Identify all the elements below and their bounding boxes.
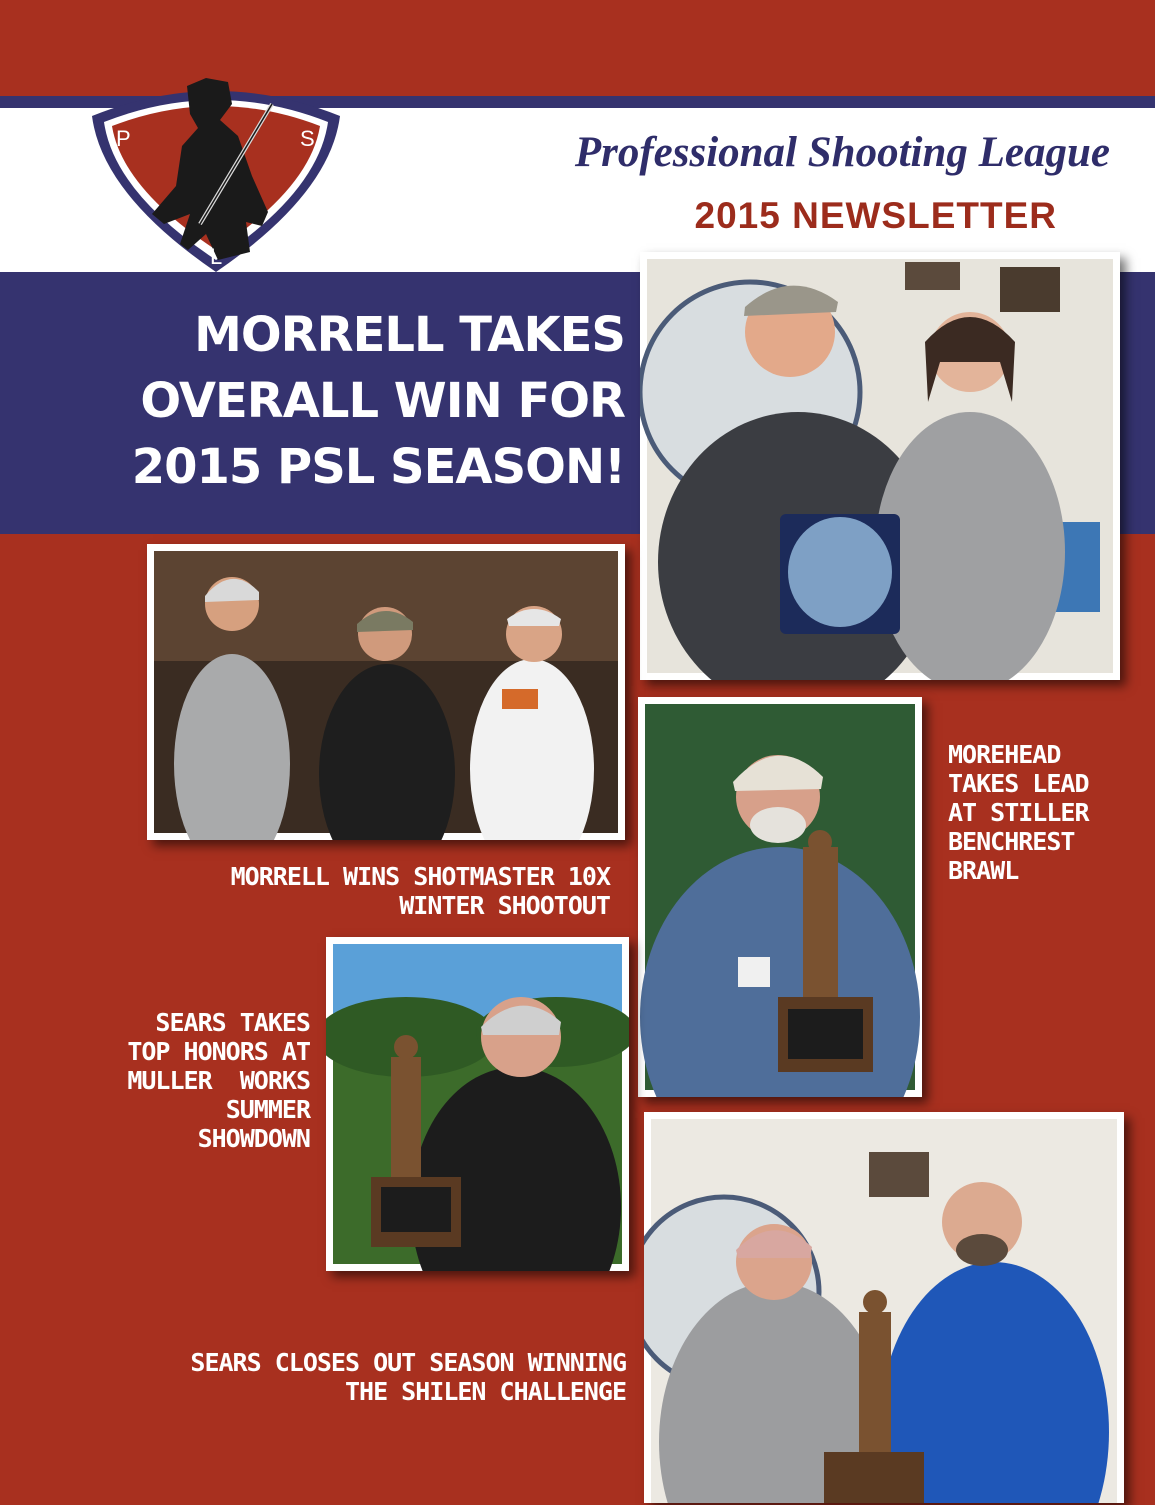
photo-sears-shilen	[644, 1112, 1124, 1503]
newsletter-title: Professional Shooting League	[574, 129, 1110, 176]
photo-shotmaster	[147, 544, 625, 840]
logo-letter-p: P	[116, 126, 131, 151]
caption-sears-muller-line-2: TOP HONORS AT	[127, 1037, 310, 1066]
caption-sears-muller-line-5: SHOWDOWN	[197, 1124, 310, 1153]
caption-morehead-line-2: TAKES LEAD	[948, 769, 1089, 798]
caption-morehead	[948, 740, 1148, 885]
caption-morehead-line-1: MOREHEAD	[948, 740, 1061, 769]
headline-line-1: MORRELL TAKES	[194, 307, 625, 363]
caption-shotmaster-line-2: WINTER SHOOTOUT	[399, 891, 610, 920]
photo-morehead	[638, 697, 922, 1097]
caption-morehead-line-3: AT STILLER	[948, 798, 1089, 827]
caption-shotmaster-line-1: MORRELL WINS SHOTMASTER 10X	[230, 862, 610, 891]
caption-sears-muller-line-3: MULLER WORKS	[127, 1066, 310, 1095]
caption-morehead-line-4: BENCHREST	[948, 827, 1075, 856]
photo-sears-muller	[326, 937, 629, 1271]
newsletter-subtitle: 2015 NEWSLETTER	[694, 195, 1057, 236]
caption-sears-shilen-line-1: SEARS CLOSES OUT SEASON WINNING	[190, 1348, 626, 1377]
caption-sears-muller-line-1: SEARS TAKES	[155, 1008, 310, 1037]
caption-sears-muller	[90, 1008, 310, 1153]
photo-overall-win	[640, 252, 1120, 680]
psl-logo	[82, 74, 350, 274]
headline-line-3: 2015 PSL SEASON!	[131, 439, 625, 495]
logo-letter-s: S	[300, 126, 315, 151]
logo-letter-l: L	[210, 244, 223, 269]
headline	[120, 302, 625, 500]
caption-sears-muller-line-4: SUMMER	[225, 1095, 310, 1124]
caption-sears-shilen-line-2: THE SHILEN CHALLENGE	[344, 1377, 626, 1406]
caption-morehead-line-5: BRAWL	[948, 856, 1019, 885]
caption-shotmaster	[230, 862, 610, 920]
headline-line-2: OVERALL WIN FOR	[140, 373, 625, 429]
caption-sears-shilen	[160, 1348, 626, 1406]
